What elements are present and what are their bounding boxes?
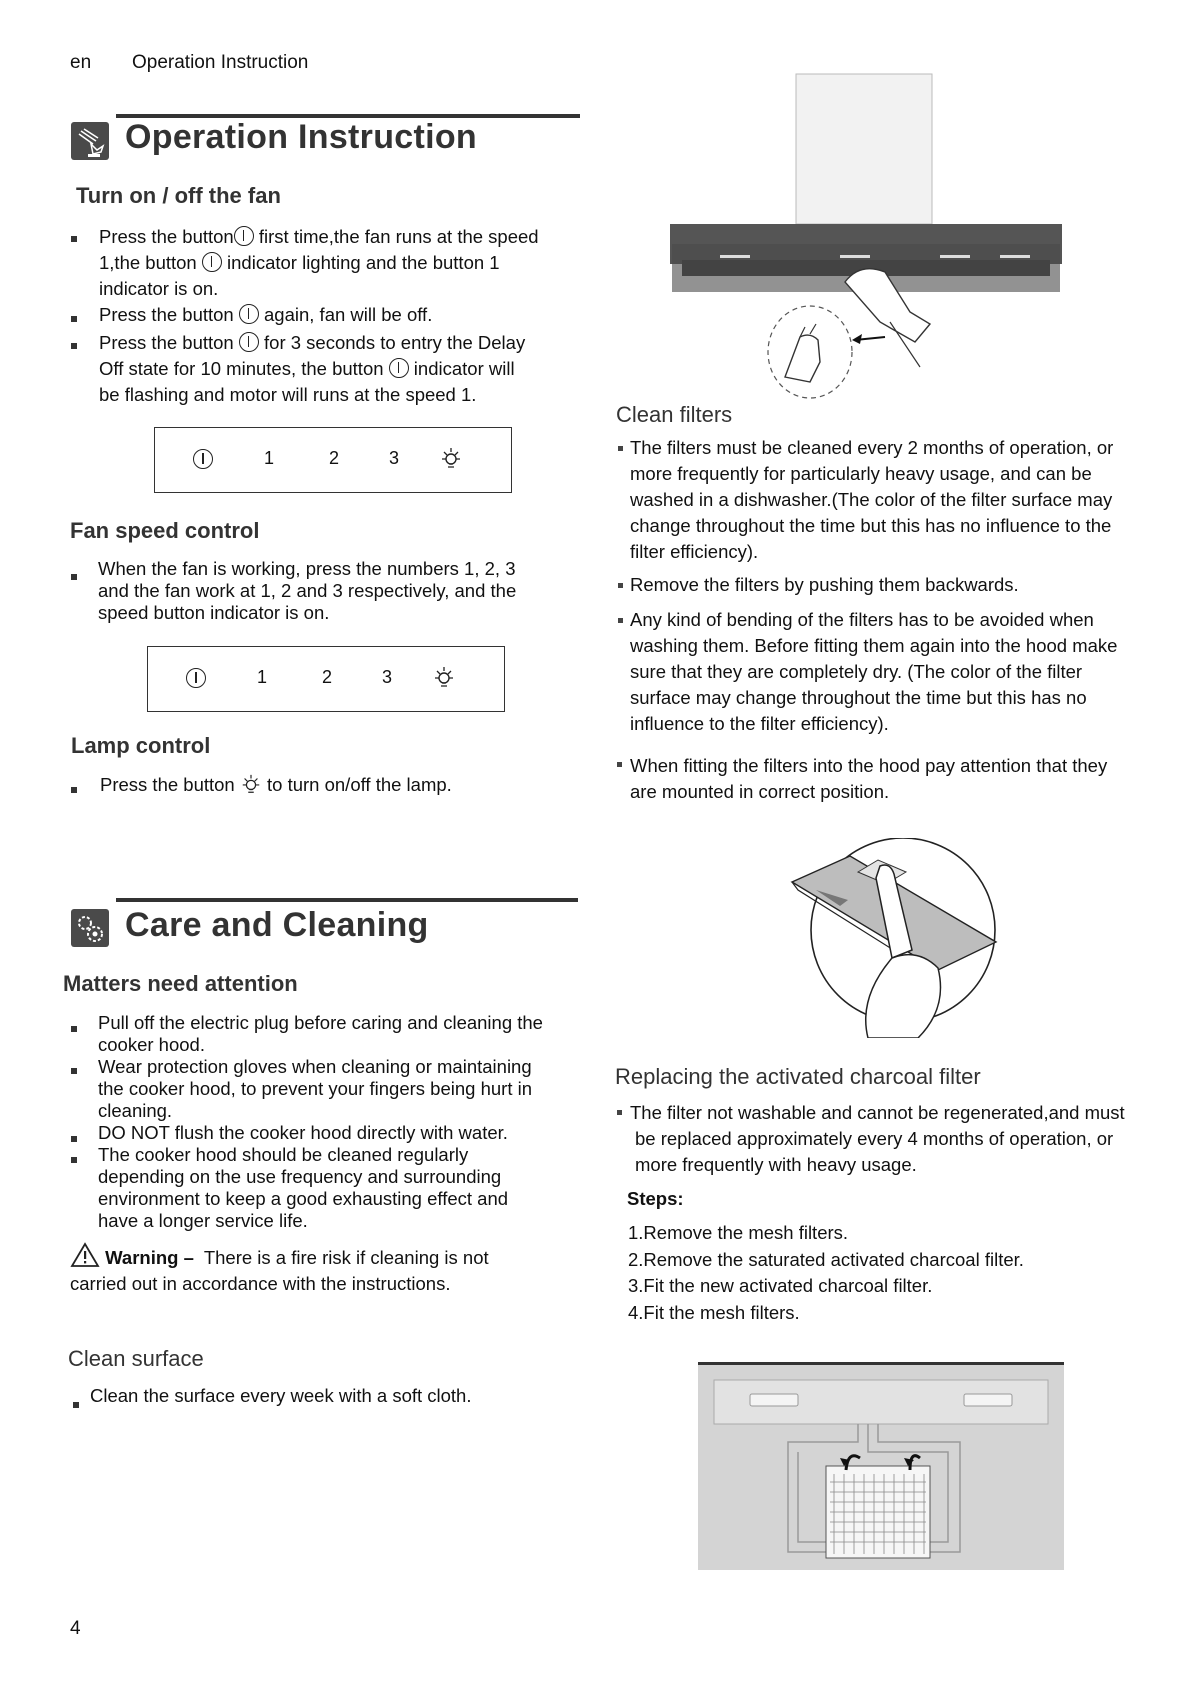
matters-bullet-2: Wear protection gloves when cleaning or maintaining the cooker hood, to prevent your fingers being hurt in cleaning. xyxy=(98,1056,532,1121)
bullet-marker xyxy=(618,583,623,588)
matters-bullet-4: The cooker hood should be cleaned regularly depending on the use frequency and surrounding environment to keep a good exhausting effect and have a longer service life. xyxy=(98,1144,509,1231)
bullet-marker xyxy=(618,446,623,451)
bullet-marker xyxy=(71,1157,77,1163)
clean-filters-bullet-3: Any kind of bending of the filters has to be avoided when washing them. Before fitting them again into the hood make sure that they are completely dry. (The color of the filter surface may change throughout the time but this has no influence to the filter efficiency). xyxy=(630,609,1118,734)
turn-on-bullet-2: Press the button again, fan will be off. xyxy=(99,304,433,325)
filter-removal-illustration xyxy=(788,838,1008,1038)
heading-clean-surface: Clean surface xyxy=(68,1346,204,1371)
hood-wiping-illustration xyxy=(660,72,1080,412)
clean-surface-text: Clean the surface every week with a soft cloth. xyxy=(90,1385,472,1406)
gear-icon xyxy=(71,909,109,947)
bullet-marker xyxy=(71,1068,77,1074)
warning-triangle-icon xyxy=(70,1242,100,1268)
step-item: 2.Remove the saturated activated charcoal filter. xyxy=(628,1249,1024,1270)
power-icon xyxy=(389,358,409,378)
clean-filters-bullet-2: Remove the filters by pushing them backwards. xyxy=(630,574,1019,595)
speed-2-label: 2 xyxy=(322,667,333,687)
heading-clean-filters: Clean filters xyxy=(616,402,733,427)
power-icon xyxy=(239,332,259,352)
bullet-marker xyxy=(71,574,77,580)
speed-1-label: 1 xyxy=(257,667,268,687)
page-number: 4 xyxy=(70,1618,81,1639)
bullet-marker xyxy=(71,787,77,793)
bullet-marker xyxy=(73,1402,79,1408)
warning-block: Warning – There is a fire risk if cleaning is not carried out in accordance with the instructions. xyxy=(70,1242,580,1297)
turn-on-bullet-3: Press the button for 3 seconds to entry the Delay Off state for 10 minutes, the button indicator will be flashing and motor will runs at the speed 1. xyxy=(99,332,526,405)
step-item: 3.Fit the new activated charcoal filter. xyxy=(628,1275,933,1296)
speed-3-label: 3 xyxy=(382,667,393,687)
heading-charcoal: Replacing the activated charcoal filter xyxy=(615,1064,981,1089)
header-running-title: Operation Instruction xyxy=(132,52,309,73)
lamp-icon xyxy=(432,665,456,689)
section-title-operation: Operation Instruction xyxy=(125,118,477,156)
power-icon xyxy=(234,226,254,246)
steps-label: Steps: xyxy=(627,1188,684,1209)
turn-on-bullet-1: Press the button first time,the fan runs at the speed 1,the button indicator lighting and the button 1 indicator is on. xyxy=(99,226,539,299)
bullet-marker xyxy=(617,762,622,767)
heading-lamp-control: Lamp control xyxy=(71,733,211,758)
step-item: 1.Remove the mesh filters. xyxy=(628,1222,849,1243)
header-lang: en xyxy=(70,52,92,73)
clean-filters-bullet-1: The filters must be cleaned every 2 months of operation, or more frequently for particularly heavy usage, and can be washed in a dishwasher.(The color of the filter surface may change throughout the time but this has no influence to the filter efficiency). xyxy=(630,437,1114,562)
section-rule xyxy=(116,898,578,902)
control-panel-diagram xyxy=(147,646,505,712)
speed-2-label: 2 xyxy=(329,448,340,468)
power-icon xyxy=(193,449,213,469)
speed-1-label: 1 xyxy=(264,448,275,468)
fan-speed-text: When the fan is working, press the numbers 1, 2, 3 and the fan work at 1, 2 and 3 respectively, and the speed button indicator is on. xyxy=(98,558,517,623)
lamp-control-text: Press the button to turn on/off the lamp. xyxy=(100,774,452,795)
bullet-marker xyxy=(71,1136,77,1142)
control-panel-diagram xyxy=(154,427,512,493)
lamp-icon xyxy=(439,446,463,470)
bullet-marker xyxy=(71,316,77,322)
section-title-care: Care and Cleaning xyxy=(125,906,429,944)
speed-3-label: 3 xyxy=(389,448,400,468)
step-item: 4.Fit the mesh filters. xyxy=(628,1302,800,1323)
heading-fan-speed: Fan speed control xyxy=(70,518,260,543)
lamp-icon xyxy=(240,773,262,795)
matters-bullet-3: DO NOT flush the cooker hood directly with water. xyxy=(98,1122,508,1143)
heading-matters: Matters need attention xyxy=(63,971,298,996)
operation-hand-icon xyxy=(71,122,109,160)
power-icon xyxy=(186,668,206,688)
power-icon xyxy=(239,304,259,324)
charcoal-filter-illustration xyxy=(698,1362,1064,1570)
bullet-marker xyxy=(71,343,77,349)
charcoal-bullet-1: The filter not washable and cannot be regenerated,and must be replaced approximately every 4 months of operation, or more frequently with heavy usage. xyxy=(630,1102,1125,1175)
matters-bullet-1: Pull off the electric plug before caring and cleaning the cooker hood. xyxy=(98,1012,543,1055)
bullet-marker xyxy=(71,236,77,242)
bullet-marker xyxy=(618,618,623,623)
clean-filters-bullet-4: When fitting the filters into the hood pay attention that they are mounted in correct position. xyxy=(630,755,1108,802)
bullet-marker xyxy=(617,1110,622,1115)
power-icon xyxy=(202,252,222,272)
heading-turn-on-off: Turn on / off the fan xyxy=(76,183,281,208)
bullet-marker xyxy=(71,1026,77,1032)
